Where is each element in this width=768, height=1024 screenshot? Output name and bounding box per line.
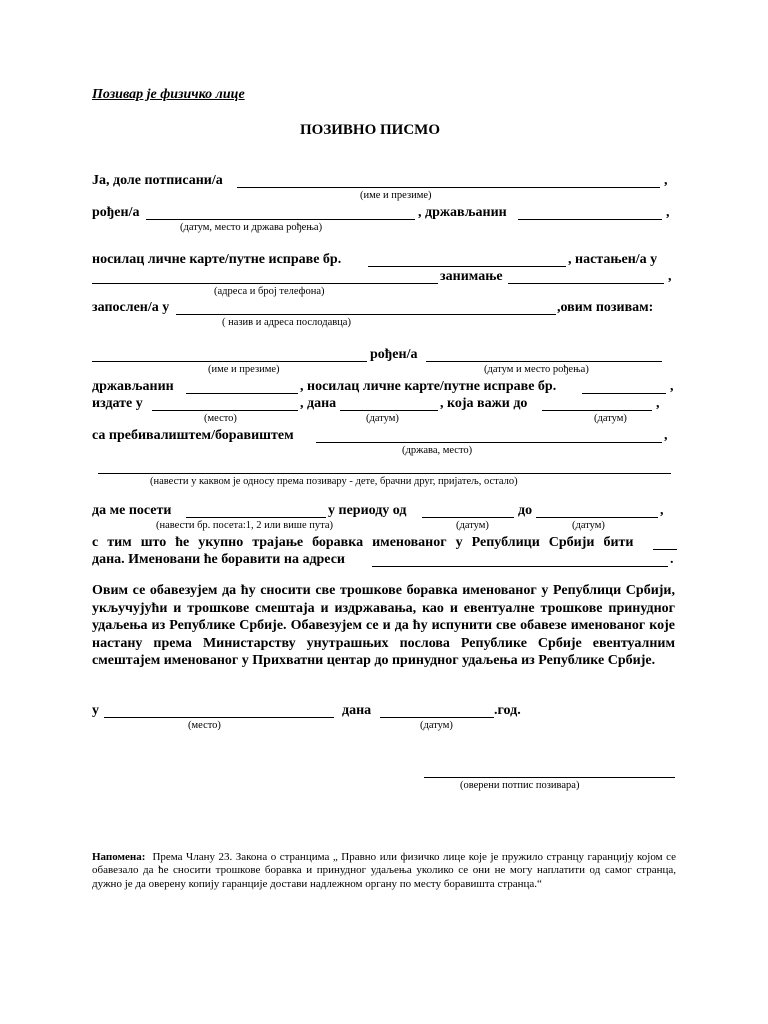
- guest-valid-label: , која важи до: [440, 396, 528, 411]
- guest-id-field[interactable]: [582, 393, 666, 394]
- visit-to-label: до: [518, 503, 533, 518]
- inviter-employer-hint: ( назив и адреса послодавца): [222, 317, 351, 328]
- guest-issue-date-field[interactable]: [340, 410, 438, 411]
- inviter-citizenship-field[interactable]: [518, 219, 662, 220]
- guest-place-hint: (место): [204, 413, 237, 424]
- comma: ,: [670, 379, 674, 394]
- inviter-id-label: носилац личне карте/путне исправе бр.: [92, 252, 342, 267]
- comma: ,: [664, 428, 668, 443]
- guest-residence-field[interactable]: [316, 442, 662, 443]
- days-address-text: дана. Именовани ће боравити на адреси: [92, 552, 345, 567]
- inviter-intro: Ја, доле потписани/а: [92, 173, 223, 188]
- guest-name-field[interactable]: [92, 361, 367, 362]
- inviter-name-hint: (име и презиме): [360, 190, 432, 201]
- sign-in-label: у: [92, 703, 99, 718]
- guest-id-label: , носилац личне карте/путне исправе бр.: [300, 379, 557, 394]
- guest-relation-hint: (навести у каквом је односу према позивару - дете, брачни друг, пријатељ, остало): [150, 476, 518, 487]
- visit-from-field[interactable]: [422, 517, 514, 518]
- inviter-occupation-field[interactable]: [508, 283, 664, 284]
- inviter-id-field[interactable]: [368, 266, 566, 267]
- period: .: [670, 552, 674, 567]
- comma: ,: [668, 269, 672, 284]
- visit-count-hint: (навести бр. посета:1, 2 или више пута): [156, 520, 333, 531]
- sign-date-field[interactable]: [380, 717, 494, 718]
- inviter-birth-hint: (датум, место и држава рођења): [180, 222, 323, 233]
- guest-residence-hint: (држава, место): [402, 445, 473, 456]
- guest-residence-label: са пребивалиштем/боравиштем: [92, 428, 294, 443]
- header-note: Позивар је физичко лице: [92, 87, 245, 102]
- guest-citizenship-field[interactable]: [186, 393, 298, 394]
- inviter-birth-field[interactable]: [146, 219, 415, 220]
- inviter-employer-field[interactable]: [176, 314, 556, 315]
- sign-place-hint: (место): [188, 720, 221, 731]
- guest-name-hint: (име и презиме): [208, 364, 280, 375]
- inviter-employed-label: запослен/а у: [92, 300, 170, 315]
- signature-hint: (оверени потпис позивара): [460, 780, 580, 791]
- duration-text: с тим што ће укупно трајање боравка именованог у Републици Србији бити: [92, 535, 634, 550]
- comma: ,: [664, 173, 668, 188]
- obligation-paragraph: Овим се обавезујем да ћу сносити све трошкове боравка именованог у Републици Србији, укључујући и трошкове смештаја и издржавања, као и евентуалне трошкове принудног удаљења из Републике Србије. Обавезујем се и да ћу испунити све обавезе именованог које настану према Министарству унутрашњих послова Републике Србије евентуалним смештајем именованог у Прихватни центар до принудног удаљења из Републике Србије.: [92, 583, 675, 669]
- guest-issued-label: издате у: [92, 396, 143, 411]
- sign-year-label: .год.: [494, 703, 521, 718]
- inviter-occupation-label: занимање: [440, 269, 503, 284]
- sign-day-label: дана: [342, 703, 372, 718]
- visit-from-hint: (датум): [456, 520, 489, 531]
- sign-date-hint: (датум): [420, 720, 453, 731]
- signature-field[interactable]: [424, 777, 675, 778]
- guest-issue-place-field[interactable]: [152, 410, 298, 411]
- comma: ,: [666, 205, 670, 220]
- comma: ,: [656, 396, 660, 411]
- visit-count-field[interactable]: [186, 517, 326, 518]
- comma: ,: [660, 503, 664, 518]
- invite-label: ,овим позивам:: [557, 300, 654, 315]
- footnote-label: Напомена:: [92, 851, 146, 863]
- visit-to-field[interactable]: [536, 517, 658, 518]
- stay-address-field[interactable]: [372, 566, 668, 567]
- inviter-address-hint: (адреса и број телефона): [214, 286, 325, 297]
- sign-place-field[interactable]: [104, 717, 334, 718]
- guest-birth-hint: (датум и место рођења): [484, 364, 589, 375]
- visit-label: да ме посети: [92, 503, 172, 518]
- footnote: [92, 851, 676, 891]
- document-title: ПОЗИВНО ПИСМО: [300, 122, 441, 138]
- guest-relation-field[interactable]: [98, 473, 671, 474]
- inviter-citizen-label: , држављанин: [418, 205, 507, 220]
- guest-birth-field[interactable]: [426, 361, 662, 362]
- inviter-name-field[interactable]: [237, 187, 660, 188]
- guest-born-label: рођен/а: [370, 347, 418, 362]
- guest-valid-hint: (датум): [594, 413, 627, 424]
- inviter-address-field[interactable]: [92, 283, 438, 284]
- inviter-born-label: рођен/а: [92, 205, 140, 220]
- inviter-resident-label: , настањен/а у: [568, 252, 658, 267]
- guest-date-hint: (датум): [366, 413, 399, 424]
- guest-date-label: , дана: [300, 396, 337, 411]
- guest-citizen-label: држављанин: [92, 379, 174, 394]
- visit-to-hint: (датум): [572, 520, 605, 531]
- footnote-text: Према Члану 23. Закона о странцима „ Правно или физичко лице које је пружило странцу гаранцију којом се обавезало да ће сносити трошкове боравка и принудног удаљења уколико се они не могу наплатити од самог странца, дужно је да оверену копију гаранције достави надлежном органу по месту боравишта странца.“: [92, 851, 676, 890]
- visit-period-label: у периоду од: [328, 503, 407, 518]
- guest-valid-date-field[interactable]: [542, 410, 652, 411]
- duration-days-field[interactable]: [653, 549, 677, 550]
